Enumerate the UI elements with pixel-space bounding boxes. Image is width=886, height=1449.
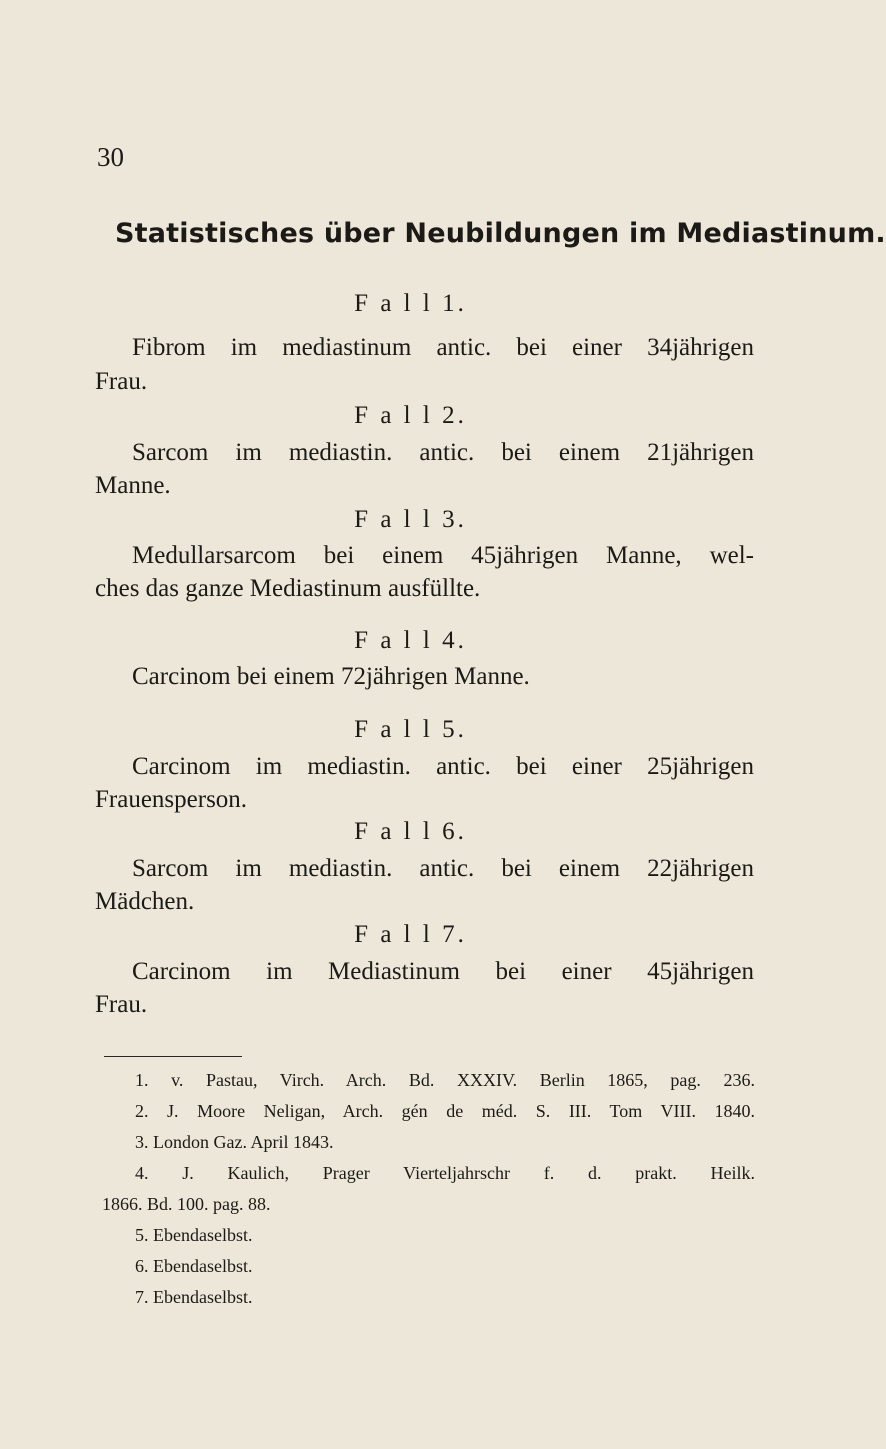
- footnote-5: 5. Ebendaselbst.: [135, 1225, 253, 1245]
- case-6-text-cont: Mädchen.: [95, 888, 195, 915]
- case-5-text: Carcinom im mediastin. antic. bei einer 25jährigen: [132, 753, 754, 780]
- footnote-7: 7. Ebendaselbst.: [135, 1287, 253, 1307]
- footnote-2: 2. J. Moore Neligan, Arch. gén de méd. S. III. Tom VIII. 1840.: [135, 1101, 755, 1121]
- case-3-title: F a l l 3.: [354, 506, 467, 533]
- case-1-text-cont: Frau.: [95, 368, 148, 395]
- case-3-text-cont: ches das ganze Mediastinum ausfüllte.: [95, 575, 481, 602]
- case-4-text: Carcinom bei einem 72jährigen Manne.: [132, 663, 530, 690]
- case-2-text: Sarcom im mediastin. antic. bei einem 21jährigen: [132, 439, 754, 466]
- case-5-title: F a l l 5.: [354, 716, 467, 743]
- case-1-text: Fibrom im mediastinum antic. bei einer 34jährigen: [132, 334, 754, 361]
- page-heading: Statistisches über Neubildungen im Mediastinum.: [115, 218, 886, 249]
- footnote-4: 4. J. Kaulich, Prager Vierteljahrschr f. d. prakt. Heilk.: [135, 1163, 755, 1183]
- case-6-text: Sarcom im mediastin. antic. bei einem 22jährigen: [132, 855, 754, 882]
- footnote-6: 6. Ebendaselbst.: [135, 1256, 253, 1276]
- case-1-title: F a l l 1.: [354, 290, 467, 317]
- case-2-title: F a l l 2.: [354, 402, 467, 429]
- case-2-text-cont: Manne.: [95, 472, 171, 499]
- case-3-text: Medullarsarcom bei einem 45jährigen Manne, wel-: [132, 542, 754, 569]
- footnote-4-cont: 1866. Bd. 100. pag. 88.: [102, 1194, 271, 1214]
- page-number: 30: [97, 142, 124, 172]
- footnote-3: 3. London Gaz. April 1843.: [135, 1132, 334, 1152]
- case-4-title: F a l l 4.: [354, 627, 467, 654]
- case-6-title: F a l l 6.: [354, 818, 467, 845]
- footnote-1: 1. v. Pastau, Virch. Arch. Bd. XXXIV. Berlin 1865, pag. 236.: [135, 1070, 755, 1090]
- case-7-text-cont: Frau.: [95, 991, 148, 1018]
- case-7-text: Carcinom im Mediastinum bei einer 45jährigen: [132, 958, 754, 985]
- case-7-title: F a l l 7.: [354, 921, 467, 948]
- footnote-divider: [104, 1056, 242, 1057]
- case-5-text-cont: Frauensperson.: [95, 786, 248, 813]
